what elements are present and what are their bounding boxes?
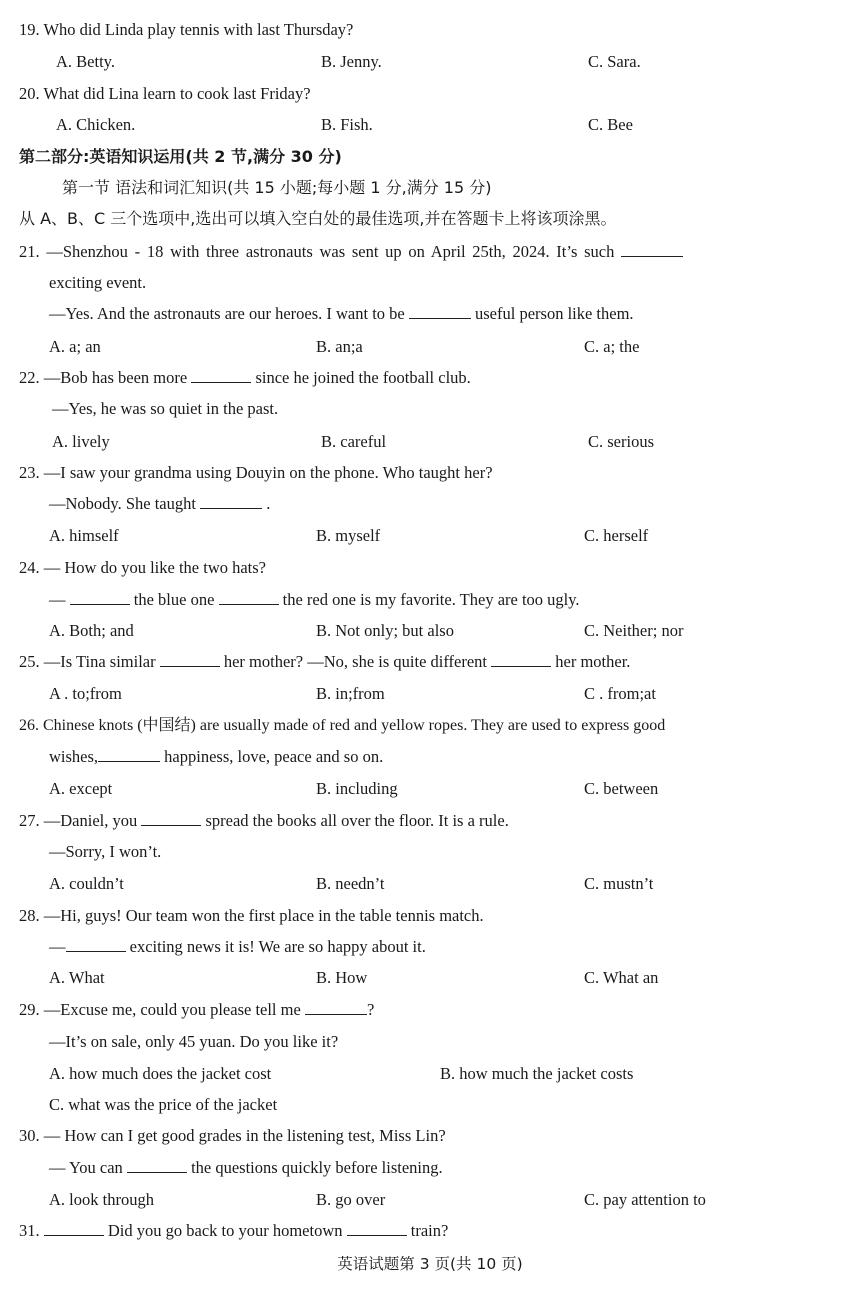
q30-text-1: — You can — [49, 1158, 123, 1177]
q27-text-2: spread the books all over the floor. It is a rule. — [205, 811, 509, 830]
q27-blank — [141, 811, 201, 826]
part2-title: 第二部分:英语知识运用(共 2 节,满分 30 分) — [19, 147, 342, 166]
q21-blank-1 — [621, 242, 683, 257]
q23-option-c: C. herself — [584, 526, 649, 545]
q26-line2 — [49, 746, 383, 768]
q25-option-c: C . from;at — [584, 684, 656, 703]
q24-text-2: the blue one — [133, 590, 215, 609]
q24-line1: 24. — How do you like the two hats? — [19, 558, 267, 577]
q23-line1: 23. —I saw your grandma using Douyin on the phone. Who taught her? — [19, 463, 493, 482]
q22-line2: —Yes, he was so quiet in the past. — [52, 399, 279, 418]
q28-option-c: C. What an — [584, 968, 659, 987]
q26-option-c: C. between — [584, 779, 659, 798]
q21-option-c: C. a; the — [584, 337, 640, 356]
q23-text-1: —Nobody. She taught — [49, 494, 196, 513]
q28-option-a: A. What — [49, 968, 105, 987]
q24-option-b: B. Not only; but also — [316, 621, 454, 640]
q28-blank — [66, 937, 126, 952]
q21-option-b: B. an;a — [316, 337, 363, 356]
q28-line1: 28. —Hi, guys! Our team won the first place in the table tennis match. — [19, 906, 484, 925]
q22-text-1: 22. —Bob has been more — [19, 368, 188, 387]
q25-text-2: her mother? —No, she is quite different — [223, 652, 488, 671]
q29-text-2: ? — [366, 1000, 375, 1019]
q25-text-3: her mother. — [555, 652, 631, 671]
q21-line3 — [49, 303, 634, 325]
q23-blank — [200, 494, 262, 509]
q27-line2: —Sorry, I won’t. — [49, 842, 162, 861]
q31-number: 31. — [19, 1221, 40, 1240]
q26-line1: 26. Chinese knots (中国结) are usually made of red and yellow ropes. They are used to express good — [19, 717, 666, 734]
q19-stem: 19. Who did Linda play tennis with last Thursday? — [19, 20, 354, 39]
q25-option-a: A . to;from — [49, 684, 122, 703]
q29-option-a: A. how much does the jacket cost — [49, 1064, 272, 1083]
q29-option-b: B. how much the jacket costs — [440, 1064, 634, 1083]
q27-option-c: C. mustn’t — [584, 874, 654, 893]
q20-option-c: C. Bee — [588, 115, 633, 134]
q24-text-3: the red one is my favorite. They are too ugly. — [282, 590, 580, 609]
q21-blank-2 — [409, 304, 471, 319]
q21-text-3: useful person like them. — [475, 304, 634, 323]
q27-text-1: 27. —Daniel, you — [19, 811, 138, 830]
q22-option-b: B. careful — [321, 432, 387, 451]
q22-line1 — [19, 367, 471, 389]
q23-option-a: A. himself — [49, 526, 119, 545]
instructions: 从 A、B、C 三个选项中,选出可以填入空白处的最佳选项,并在答题卡上将该项涂黑。 — [19, 209, 617, 228]
q26-text-1: wishes, — [49, 747, 99, 766]
q23-line2 — [49, 493, 270, 515]
q27-option-a: A. couldn’t — [49, 874, 124, 893]
q31-text-2: train? — [410, 1221, 449, 1240]
q25-text-1: 25. —Is Tina similar — [19, 652, 156, 671]
q30-line2 — [49, 1157, 443, 1179]
q25-blank-2 — [491, 652, 551, 667]
q30-line1: 30. — How can I get good grades in the listening test, Miss Lin? — [19, 1126, 446, 1145]
q28-option-b: B. How — [316, 968, 368, 987]
q21-option-a: A. a; an — [49, 337, 101, 356]
q22-option-a: A. lively — [52, 432, 110, 451]
q29-text-1: 29. —Excuse me, could you please tell me — [19, 1000, 301, 1019]
q19-option-b: B. Jenny. — [321, 52, 382, 71]
q20-option-a: A. Chicken. — [56, 115, 136, 134]
q24-text-1: — — [49, 590, 66, 609]
q19-option-a: A. Betty. — [56, 52, 115, 71]
q29-line1 — [19, 999, 374, 1021]
q30-option-a: A. look through — [49, 1190, 154, 1209]
q24-option-c: C. Neither; nor — [584, 621, 684, 640]
q26-blank — [98, 747, 160, 762]
page-footer: 英语试题第 3 页(共 10 页) — [337, 1255, 523, 1273]
q30-option-b: B. go over — [316, 1190, 386, 1209]
q28-text-1: — — [49, 937, 66, 956]
q25-blank-1 — [160, 652, 220, 667]
q26-option-a: A. except — [49, 779, 113, 798]
q20-stem: 20. What did Lina learn to cook last Friday? — [19, 84, 311, 103]
q28-text-2: exciting news it is! We are so happy about it. — [129, 937, 426, 956]
q30-text-2: the questions quickly before listening. — [191, 1158, 443, 1177]
q29-option-c: C. what was the price of the jacket — [49, 1095, 278, 1114]
q21-line1 — [19, 241, 683, 263]
q24-option-a: A. Both; and — [49, 621, 134, 640]
q24-blank-1 — [70, 590, 130, 605]
q26-text-2: happiness, love, peace and so on. — [164, 747, 384, 766]
q21-text-2: —Yes. And the astronauts are our heroes. I want to be — [49, 304, 405, 323]
q27-option-b: B. needn’t — [316, 874, 385, 893]
q30-option-c: C. pay attention to — [584, 1190, 706, 1209]
q31-blank-1 — [44, 1221, 104, 1236]
q19-option-c: C. Sara. — [588, 52, 641, 71]
q31-text-1: Did you go back to your hometown — [107, 1221, 343, 1240]
q21-text-1: 21. —Shenzhou - 18 with three astronauts was sent up on April 25th, 2024. It’s such — [19, 242, 615, 261]
q25-option-b: B. in;from — [316, 684, 385, 703]
q22-blank — [191, 368, 251, 383]
q23-text-2: . — [266, 494, 271, 513]
q31-line1 — [19, 1220, 448, 1242]
q26-option-b: B. including — [316, 779, 398, 798]
q20-option-b: B. Fish. — [321, 115, 373, 134]
q22-text-2: since he joined the football club. — [255, 368, 471, 387]
q24-blank-2 — [219, 590, 279, 605]
q21-line2: exciting event. — [49, 273, 147, 292]
q23-option-b: B. myself — [316, 526, 381, 545]
q28-line2 — [49, 936, 426, 958]
q25-line1 — [19, 651, 630, 673]
section1-title: 第一节 语法和词汇知识(共 15 小题;每小题 1 分,满分 15 分) — [62, 178, 492, 197]
q29-blank — [305, 1000, 367, 1015]
q22-option-c: C. serious — [588, 432, 654, 451]
q24-line2 — [49, 589, 580, 611]
q27-line1 — [19, 810, 509, 832]
q31-blank-2 — [347, 1221, 407, 1236]
q29-line2: —It’s on sale, only 45 yuan. Do you like it? — [49, 1032, 339, 1051]
q30-blank — [127, 1158, 187, 1173]
